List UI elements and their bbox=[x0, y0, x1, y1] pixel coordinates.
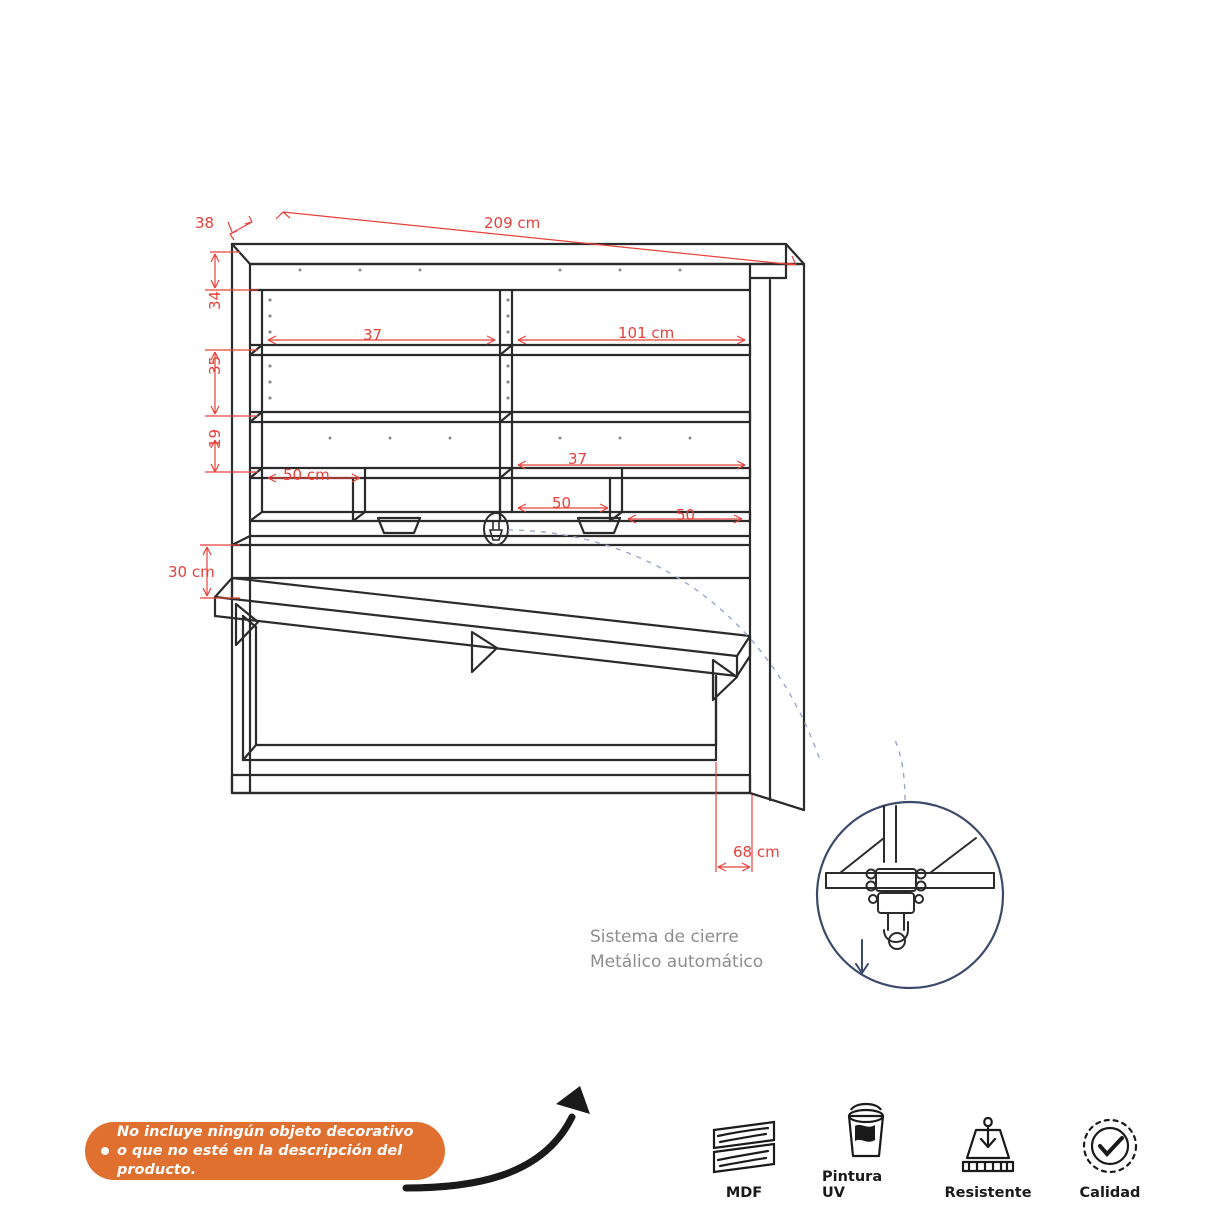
feature-label: Pintura UV bbox=[822, 1169, 883, 1201]
weight-resistance-icon bbox=[955, 1114, 1021, 1176]
wood-grain-icon bbox=[706, 1114, 782, 1176]
dim-width-209: 209 cm bbox=[484, 214, 541, 232]
caption-line-1: Sistema de cierre bbox=[590, 927, 739, 947]
disclaimer-line-1: No incluye ningún objeto decorativo bbox=[117, 1123, 414, 1140]
dim-shelf-h-19: 19 bbox=[206, 428, 224, 448]
paint-bucket-icon bbox=[835, 1098, 897, 1160]
bullet-icon bbox=[101, 1147, 109, 1155]
dim-shelf-w-37-mid: 37 bbox=[568, 450, 588, 468]
disclaimer-text bbox=[117, 1123, 427, 1180]
feature-calidad bbox=[1066, 1114, 1154, 1201]
feature-list bbox=[700, 1098, 1154, 1201]
dim-shelf-w-50-right: 50 bbox=[676, 506, 696, 524]
feature-resistente bbox=[944, 1114, 1032, 1201]
dim-shelf-w-101: 101 cm bbox=[618, 324, 675, 342]
dim-shelf-h-34: 34 bbox=[206, 290, 224, 310]
feature-label: Calidad bbox=[1079, 1185, 1141, 1201]
caption-line-2: Metálico automático bbox=[590, 952, 764, 972]
disclaimer-badge bbox=[85, 1122, 445, 1180]
dim-depth-68: 68 cm bbox=[733, 843, 780, 861]
closing-system-caption bbox=[590, 925, 763, 975]
disclaimer-line-2: o que no esté en la descripción del producto. bbox=[117, 1142, 403, 1178]
dim-shelf-w-50-left: 50 cm bbox=[283, 466, 330, 484]
dim-depth-38: 38 bbox=[195, 214, 215, 232]
check-badge-icon bbox=[1079, 1114, 1141, 1176]
dim-shelf-w-37-top: 37 bbox=[363, 326, 383, 344]
dim-height-30: 30 cm bbox=[168, 563, 215, 581]
feature-label: Resistente bbox=[944, 1185, 1032, 1201]
dim-shelf-w-50-mid: 50 bbox=[552, 494, 572, 512]
feature-pintura-uv bbox=[822, 1098, 910, 1201]
feature-label: MDF bbox=[725, 1185, 763, 1201]
feature-mdf bbox=[700, 1114, 788, 1201]
dim-shelf-h-35: 35 bbox=[206, 355, 224, 375]
